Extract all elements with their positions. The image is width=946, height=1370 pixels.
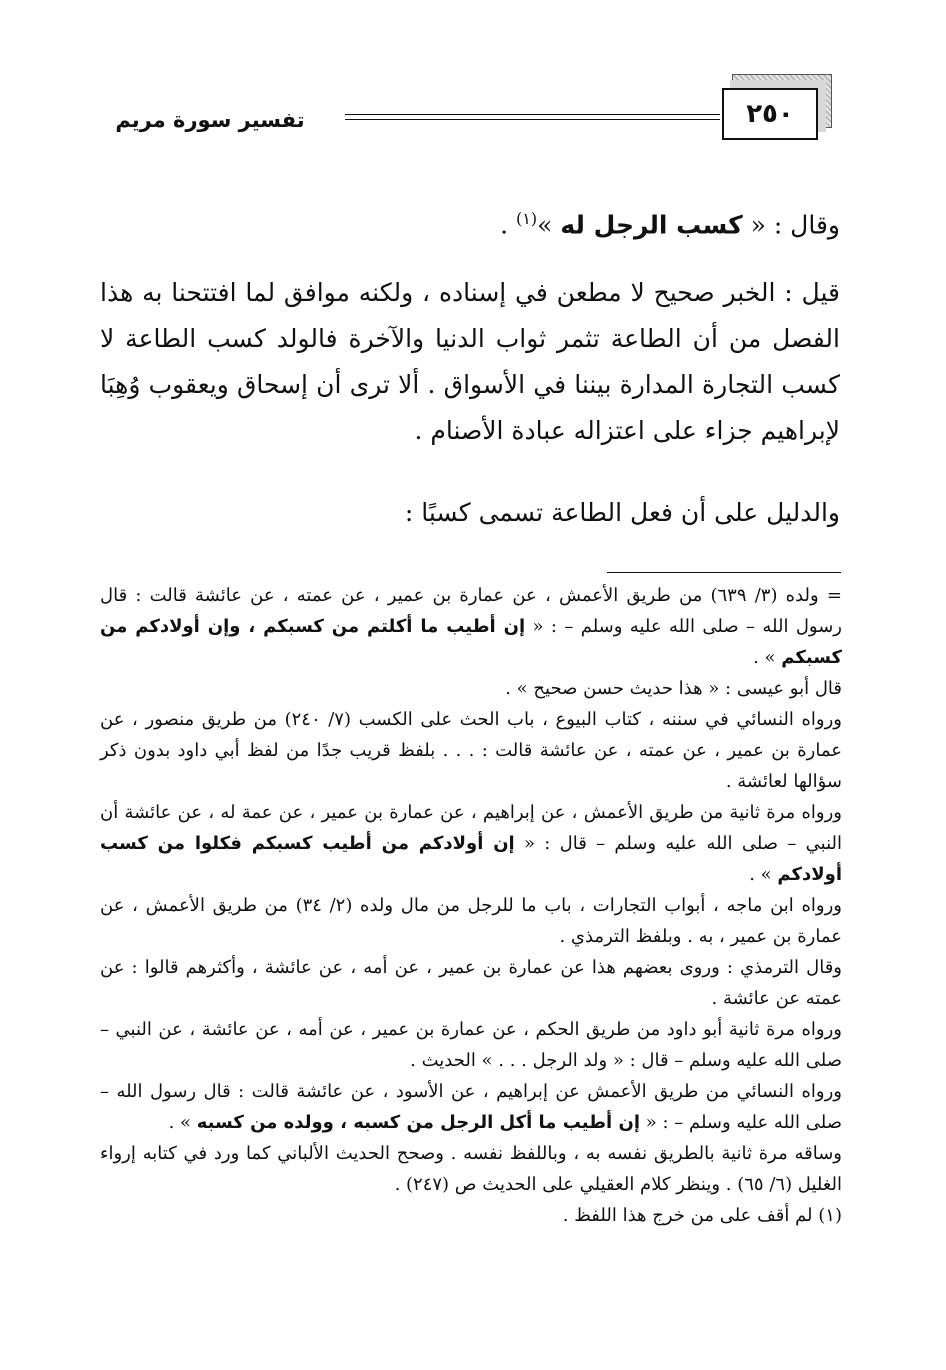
footnote-text: ورواه النسائي من طريق الأعمش عن إبراهيم ، عن الأسود ، عن عائشة قالت : قال رسول الله – صلى الله عليه وسلم – : « [100, 1081, 842, 1133]
footnote-1: (١) لم أقف على من خرج هذا اللفظ . [562, 1205, 842, 1226]
footnote-text: ورواه مرة ثانية من طريق الأعمش ، عن إبراهيم ، عن عمارة بن عمير ، عن عمة له ، عن عائشة أن النبي – صلى الله عليه وسلم – قال : « [100, 802, 842, 854]
hadith-quote: إن أولادكم من أطيب كسبكم فكلوا من كسب أولادكم [100, 833, 842, 885]
footnote-para-6: وقال الترمذي : وروى بعضهم هذا عن عمارة بن عمير ، عن أمه ، عن عائشة ، وأكثرهم قالوا : عن عمته عن عائشة . [100, 957, 842, 1009]
footnote-para-1 [100, 580, 842, 673]
intro-end: . [500, 210, 517, 240]
footnote-para-7: ورواه مرة ثانية أبو داود من طريق الحكم ، عن عمارة بن عمير ، عن أمه ، عن عائشة ، عن النبي – صلى الله عليه وسلم – قال : « ولد الرجل . . . » الحديث . [100, 1019, 842, 1071]
header-rule-top [345, 114, 720, 115]
paragraph-2: والدليل على أن فعل الطاعة تسمى كسبًا : [404, 498, 840, 527]
footnote-text: = ولده (٣/ ٦٣٩) من طريق الأعمش ، عن عمارة بن عمير ، عن عمته ، عن عائشة قالت : قال رسول الله – صلى الله عليه وسلم – : « [100, 585, 843, 637]
page-number: ٢٥٠ [722, 88, 818, 140]
intro-prefix: وقال : « [742, 210, 840, 240]
header-rule-bottom [345, 119, 720, 120]
running-title: تفسير سورة مريم [115, 108, 305, 132]
footnote-para-3: ورواه النسائي في سننه ، كتاب البيوع ، باب الحث على الكسب (٧/ ٢٤٠) من طريق منصور ، عن عمارة بن عمير ، عن عمته ، عن عائشة قالت : . . . بلفظ قريب جدًا من لفظ أبي داود بدون ذكر سؤالها لعائشة . [100, 709, 842, 792]
footnote-marker: (١) [516, 209, 538, 228]
paragraph-1: قيل : الخبر صحيح لا مطعن في إسناده ، ولكنه موافق لما افتتحنا به هذا الفصل من أن الطاعة تثمر ثواب الدنيا والآخرة فالولد كسب الطاعة لا كسب التجارة المدارة بيننا في الأسواق . ألا ترى أن إسحاق ويعقوب وُهِبَا لإبراهيم جزاء على اعتزاله عبادة الأصنام . [100, 278, 840, 445]
footnote-para-5: ورواه ابن ماجه ، أبواب التجارات ، باب ما للرجل من مال ولده (٢/ ٣٤) من طريق الأعمش ، عن عمارة بن عمير ، به . وبلفظ الترمذي . [100, 895, 842, 947]
intro-line [100, 196, 840, 248]
footnote-separator [607, 572, 841, 573]
footnote-para-8 [100, 1076, 842, 1138]
intro-quote: كسب الرجل له [560, 210, 743, 240]
footnote-text: » . [168, 1112, 197, 1133]
footnotes [100, 580, 842, 1231]
hadith-quote: إن أطيب ما أكل الرجل من كسبه ، وولده من كسبه [196, 1112, 641, 1133]
footnote-text: » . [749, 864, 778, 885]
footnote-para-9: وساقه مرة ثانية بالطريق نفسه به ، وباللفظ نفسه . وصحح الحديث الألباني كما ورد في كتابه إرواء الغليل (٦/ ٦٥) . وينظر كلام العقيلي على الحديث ص (٢٤٧) . [100, 1143, 842, 1195]
footnote-para-4 [100, 797, 842, 890]
hadith-quote: إن أطيب ما أكلتم من كسبكم ، وإن أولادكم من كسبكم [100, 616, 842, 668]
intro-suffix: » [537, 210, 561, 240]
footnote-text: » . [753, 647, 782, 668]
footnote-para-2: قال أبو عيسى : « هذا حديث حسن صحيح » . [505, 678, 842, 699]
